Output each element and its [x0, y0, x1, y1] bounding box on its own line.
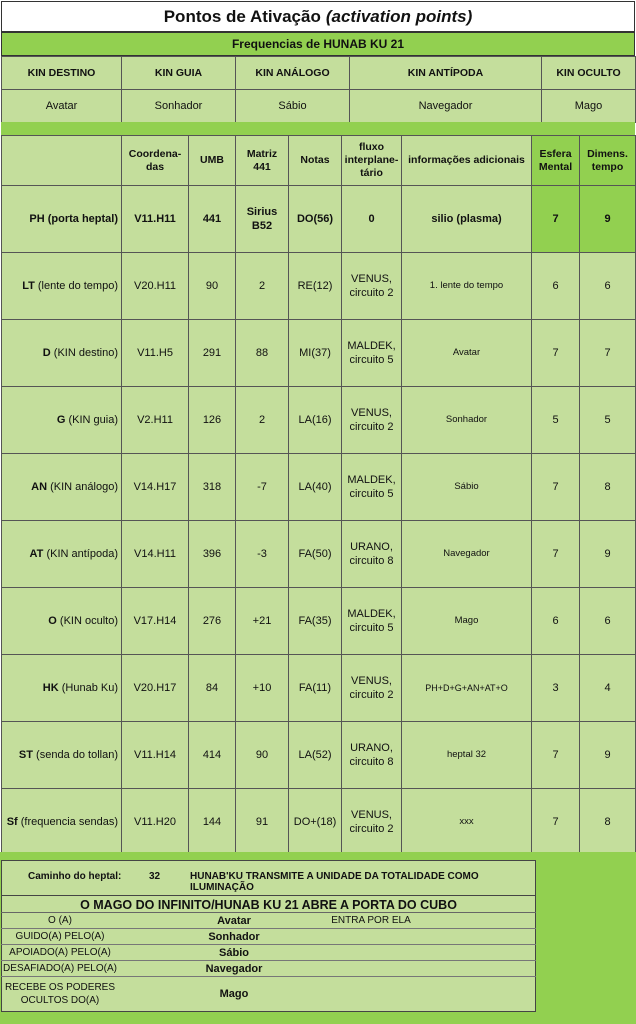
caminho-label: Caminho do heptal:	[28, 871, 122, 882]
title-main: Pontos de Ativação	[163, 6, 321, 26]
mago-row-extra: ENTRA POR ELA	[331, 915, 411, 926]
row-dim: 4	[580, 655, 636, 722]
row-dim: 5	[580, 387, 636, 454]
kin-value-guia: Sonhador	[122, 90, 236, 123]
row-coord: V2.H11	[122, 387, 189, 454]
mago-row-label: DESAFIADO(A) PELO(A)	[3, 963, 117, 974]
row-esfera: 7	[532, 186, 580, 253]
mago-row-value: Navegador	[205, 963, 263, 975]
table-row	[2, 722, 636, 789]
row-dim: 6	[580, 253, 636, 320]
separator-band	[1, 122, 635, 136]
row-coord: V14.H17	[122, 454, 189, 521]
row-matriz: +10	[236, 655, 289, 722]
row-matriz: 2	[236, 253, 289, 320]
row-nota: RE(12)	[289, 253, 342, 320]
header-umb: UMB	[189, 136, 236, 186]
row-label: LT (lente do tempo)	[2, 253, 122, 320]
list-item	[1, 961, 536, 977]
row-info: Navegador	[402, 521, 532, 588]
row-matriz: -7	[236, 454, 289, 521]
header-notas: Notas	[289, 136, 342, 186]
row-esfera: 7	[532, 789, 580, 856]
page-title	[1, 1, 635, 32]
row-label: AN (KIN análogo)	[2, 454, 122, 521]
row-dim: 9	[580, 186, 636, 253]
table-row	[2, 320, 636, 387]
row-fluxo: URANO, circuito 8	[342, 722, 402, 789]
caminho-heptal	[1, 860, 536, 896]
row-info: Avatar	[402, 320, 532, 387]
table-row	[2, 588, 636, 655]
header-dimens: Dimens. tempo	[580, 136, 636, 186]
kin-value-destino: Avatar	[2, 90, 122, 123]
row-umb: 90	[189, 253, 236, 320]
kin-value-analogo: Sábio	[236, 90, 350, 123]
kin-header-oculto: KIN OCULTO	[542, 57, 636, 90]
row-label: AT (KIN antípoda)	[2, 521, 122, 588]
row-coord: V17.H14	[122, 588, 189, 655]
row-nota: FA(50)	[289, 521, 342, 588]
row-info: heptal 32	[402, 722, 532, 789]
table-row	[2, 521, 636, 588]
row-umb: 276	[189, 588, 236, 655]
row-matriz: 90	[236, 722, 289, 789]
table-row	[2, 253, 636, 320]
kin-header-antipoda: KIN ANTÍPODA	[350, 57, 542, 90]
kin-header-analogo: KIN ANÁLOGO	[236, 57, 350, 90]
row-nota: LA(16)	[289, 387, 342, 454]
table-row	[2, 789, 636, 856]
row-fluxo: 0	[342, 186, 402, 253]
table-row	[2, 655, 636, 722]
row-label: G (KIN guia)	[2, 387, 122, 454]
row-nota: LA(52)	[289, 722, 342, 789]
row-label: Sf (frequencia sendas)	[2, 789, 122, 856]
row-esfera: 3	[532, 655, 580, 722]
row-info: silio (plasma)	[402, 186, 532, 253]
activation-table	[1, 135, 636, 856]
row-dim: 9	[580, 722, 636, 789]
row-label: ST (senda do tollan)	[2, 722, 122, 789]
row-coord: V11.H14	[122, 722, 189, 789]
caminho-text: HUNAB'KU TRANSMITE A UNIDADE DA TOTALIDADE COMO ILUMINAÇÃO	[190, 871, 479, 893]
mago-row-label: RECEBE OS PODERES OCULTOS DO(A)	[4, 982, 116, 1006]
row-coord: V20.H17	[122, 655, 189, 722]
row-esfera: 7	[532, 454, 580, 521]
row-matriz: 88	[236, 320, 289, 387]
title-italic: (activation points)	[325, 6, 473, 26]
mago-title: O MAGO DO INFINITO/HUNAB KU 21 ABRE A PORTA DO CUBO	[1, 897, 536, 913]
table-row	[2, 387, 636, 454]
mago-row-value: Sonhador	[208, 931, 260, 943]
caminho-value: 32	[149, 871, 161, 882]
row-fluxo: MALDEK, circuito 5	[342, 588, 402, 655]
row-fluxo: URANO, circuito 8	[342, 521, 402, 588]
header-label	[2, 136, 122, 186]
list-item	[1, 929, 536, 945]
row-nota: DO+(18)	[289, 789, 342, 856]
row-label: O (KIN oculto)	[2, 588, 122, 655]
header-info: informações adicionais	[402, 136, 532, 186]
row-fluxo: VENUS, circuito 2	[342, 253, 402, 320]
row-info: 1. lente do tempo	[402, 253, 532, 320]
row-info: Sonhador	[402, 387, 532, 454]
row-umb: 441	[189, 186, 236, 253]
row-dim: 8	[580, 789, 636, 856]
row-fluxo: MALDEK, circuito 5	[342, 320, 402, 387]
row-esfera: 5	[532, 387, 580, 454]
row-fluxo: VENUS, circuito 2	[342, 655, 402, 722]
row-umb: 414	[189, 722, 236, 789]
row-umb: 126	[189, 387, 236, 454]
row-matriz: +21	[236, 588, 289, 655]
header-fluxo: fluxo interplane-tário	[342, 136, 402, 186]
row-fluxo: MALDEK, circuito 5	[342, 454, 402, 521]
row-info: PH+D+G+AN+AT+O	[402, 655, 532, 722]
row-esfera: 7	[532, 521, 580, 588]
row-fluxo: VENUS, circuito 2	[342, 789, 402, 856]
row-dim: 9	[580, 521, 636, 588]
mago-row-value: Avatar	[217, 915, 251, 927]
row-umb: 144	[189, 789, 236, 856]
row-nota: DO(56)	[289, 186, 342, 253]
row-label: D (KIN destino)	[2, 320, 122, 387]
kin-value-antipoda: Navegador	[350, 90, 542, 123]
list-item	[1, 945, 536, 961]
row-nota: FA(11)	[289, 655, 342, 722]
header-matriz: Matriz 441	[236, 136, 289, 186]
row-esfera: 6	[532, 253, 580, 320]
row-coord: V11.H5	[122, 320, 189, 387]
row-esfera: 6	[532, 588, 580, 655]
row-fluxo: VENUS, circuito 2	[342, 387, 402, 454]
row-dim: 6	[580, 588, 636, 655]
row-matriz: Sirius B52	[236, 186, 289, 253]
row-matriz: -3	[236, 521, 289, 588]
mago-row-label: O (A)	[48, 915, 72, 926]
row-esfera: 7	[532, 722, 580, 789]
kin-header-guia: KIN GUIA	[122, 57, 236, 90]
row-nota: MI(37)	[289, 320, 342, 387]
header-esfera: Esfera Mental	[532, 136, 580, 186]
row-nota: LA(40)	[289, 454, 342, 521]
mago-row-label: APOIADO(A) PELO(A)	[9, 947, 111, 958]
row-dim: 8	[580, 454, 636, 521]
row-dim: 7	[580, 320, 636, 387]
mago-row-label: GUIDO(A) PELO(A)	[15, 931, 105, 942]
table-row	[2, 186, 636, 253]
row-coord: V11.H11	[122, 186, 189, 253]
kin-table	[1, 56, 636, 123]
row-info: Mago	[402, 588, 532, 655]
kin-header-destino: KIN DESTINO	[2, 57, 122, 90]
row-nota: FA(35)	[289, 588, 342, 655]
mago-row-value: Sábio	[219, 947, 249, 959]
row-label: HK (Hunab Ku)	[2, 655, 122, 722]
row-matriz: 2	[236, 387, 289, 454]
kin-value-oculto: Mago	[542, 90, 636, 123]
subtitle: Frequencias de HUNAB KU 21	[1, 32, 635, 56]
row-info: xxx	[402, 789, 532, 856]
row-umb: 291	[189, 320, 236, 387]
row-info: Sábio	[402, 454, 532, 521]
row-coord: V14.H11	[122, 521, 189, 588]
row-umb: 84	[189, 655, 236, 722]
list-item	[1, 913, 536, 929]
row-coord: V20.H11	[122, 253, 189, 320]
row-esfera: 7	[532, 320, 580, 387]
row-coord: V11.H20	[122, 789, 189, 856]
table-row	[2, 454, 636, 521]
mago-row-value: Mago	[219, 988, 249, 1000]
header-coordenadas: Coordena-das	[122, 136, 189, 186]
list-item	[1, 977, 536, 1011]
row-umb: 318	[189, 454, 236, 521]
row-matriz: 91	[236, 789, 289, 856]
row-label: PH (porta heptal)	[2, 186, 122, 253]
row-umb: 396	[189, 521, 236, 588]
